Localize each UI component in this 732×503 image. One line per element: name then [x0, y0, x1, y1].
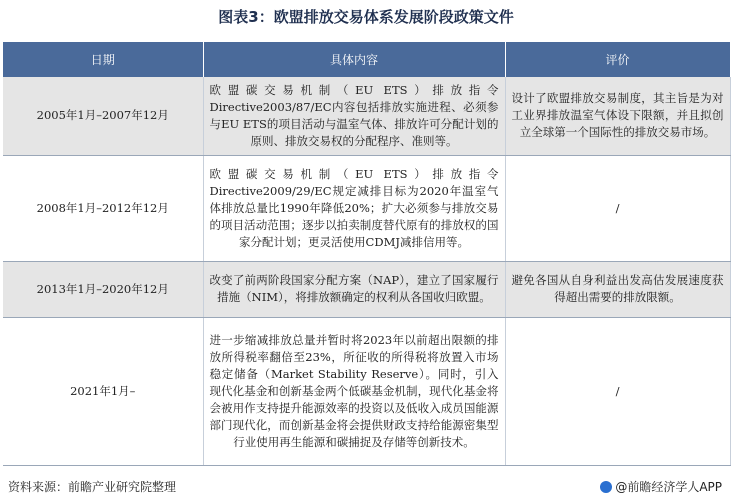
period-cell: 2005年1月–2007年12月: [3, 77, 203, 155]
content-cell: 欧盟碳交易机制（EU ETS）排放指令Directive2003/87/EC内容包括排放实施进程、必须参与EU ETS的项目活动与温室气体、排放许可分配计划的原则、排放交易权的分配程序、准则等。: [203, 77, 505, 155]
period-cell: 2008年1月–2012年12月: [3, 155, 203, 261]
header-review: 评价: [505, 42, 730, 77]
brand-credit: [600, 478, 722, 495]
brand-logo-icon: [600, 481, 612, 493]
table-header-row: [3, 42, 730, 77]
review-cell: /: [505, 317, 730, 465]
table-row: [3, 77, 730, 155]
content-cell: 进一步缩减排放总量并暂时将2023年以前超出限额的排放所得税率翻倍至23%，所征收的所得税将放置入市场稳定储备（Market Stability Reserve）。同时，引入现代化基金和创新基金两个低碳基金机制，现代化基金将会被用作支持提升能源效率的投资以及低收入成员国能源部门现代化，而创新基金将会提供财政支持给能源密集型行业使用再生能源和碳捕捉及存储等创新技术。: [203, 317, 505, 465]
policy-table: [3, 42, 731, 466]
review-cell: 设计了欧盟排放交易制度，其主旨是为对工业界排放温室气体设下限额，并且拟创立全球第一个国际性的排放交易市场。: [505, 77, 730, 155]
table-row: [3, 261, 730, 317]
brand-credit-text: @前瞻经济学人APP: [615, 480, 722, 494]
source-note: 资料来源：前瞻产业研究院整理: [8, 480, 177, 494]
period-cell: 2013年1月–2020年12月: [3, 261, 203, 317]
content-cell: 欧盟碳交易机制（EU ETS）排放指令Directive2009/29/EC规定减排目标为2020年温室气体排放总量比1990年降低20%；扩大必须参与排放交易的项目活动范围；逐步以拍卖制度替代原有的排放权的国家分配计划；更灵活使用CDMJ减排信用等。: [203, 155, 505, 261]
period-cell: 2021年1月–: [3, 317, 203, 465]
review-cell: 避免各国从自身利益出发高估发展速度获得超出需要的排放限额。: [505, 261, 730, 317]
header-content: 具体内容: [203, 42, 505, 77]
header-date: 日期: [3, 42, 203, 77]
content-cell: 改变了前两阶段国家分配方案（NAP），建立了国家履行措施（NIM），将排放额确定的权利从各国收归欧盟。: [203, 261, 505, 317]
table-row: [3, 317, 730, 465]
review-cell: /: [505, 155, 730, 261]
table-row: [3, 155, 730, 261]
figure-title: 图表3：欧盟排放交易体系发展阶段政策文件: [218, 8, 514, 26]
